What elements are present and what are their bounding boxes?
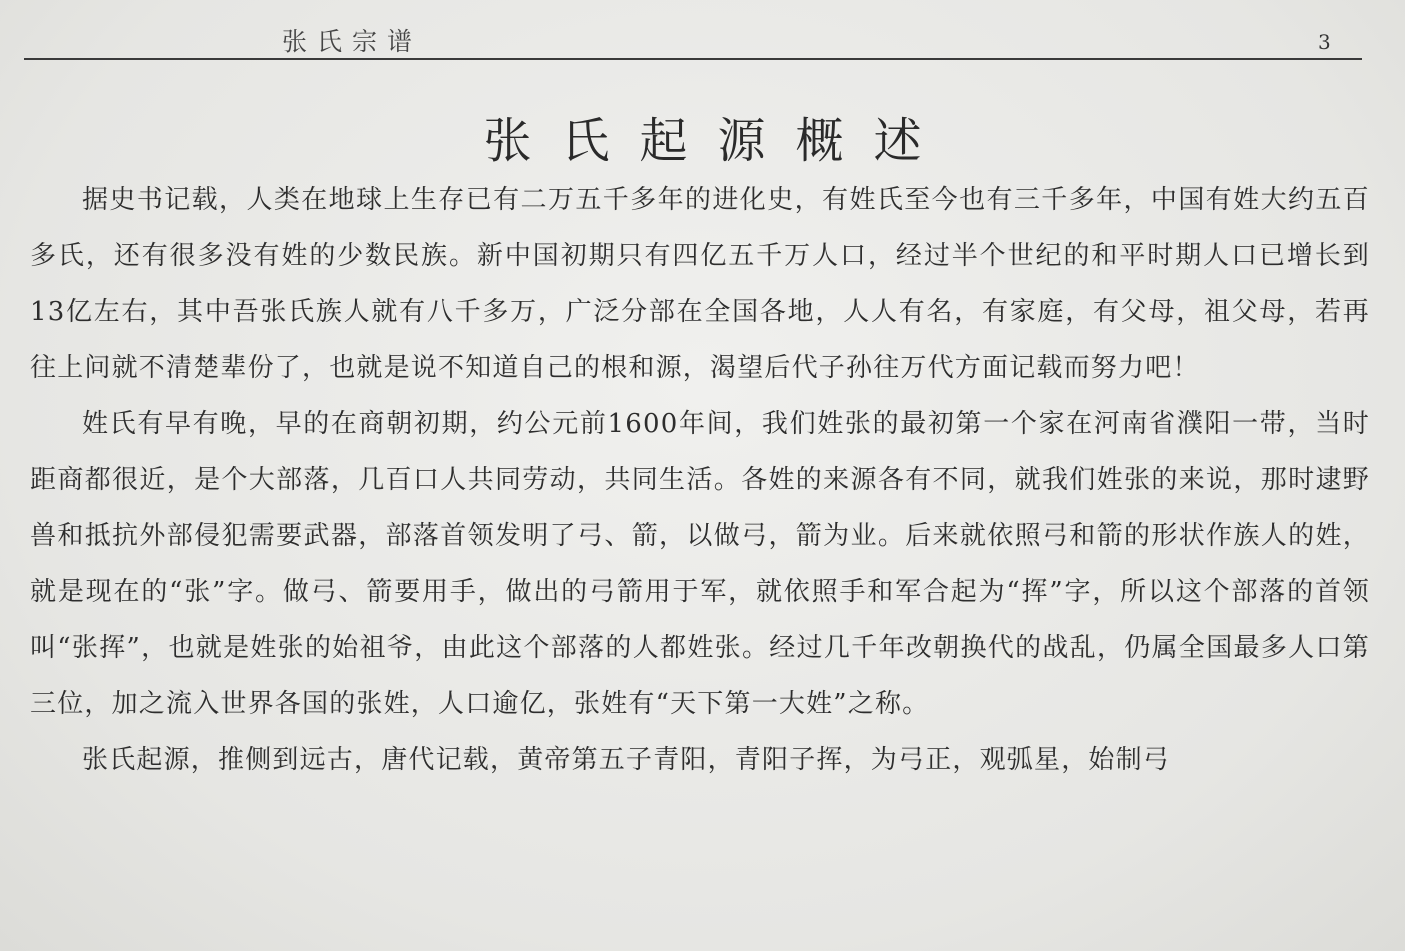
running-title: 张氏宗谱: [282, 27, 423, 56]
header-rule: [24, 58, 1362, 60]
paragraph-1: 据史书记载，人类在地球上生存已有二万五千多年的进化史，有姓氏至今也有三千多年，中国有姓大约五百多氏，还有很多没有姓的少数民族。新中国初期只有四亿五千万人口，经过半个世纪的和平时期人口已增长到13亿左右，其中吾张氏族人就有八千多万，广泛分部在全国各地，人人有名，有家庭，有父母，祖父母，若再往上问就不清楚辈份了，也就是说不知道自己的根和源，渴望后代子孙往万代方面记载而努力吧！: [30, 185, 1370, 383]
paragraph-2: 姓氏有早有晚，早的在商朝初期，约公元前1600年间，我们姓张的最初第一个家在河南省濮阳一带，当时距商都很近，是个大部落，几百口人共同劳动，共同生活。各姓的来源各有不同，就我们姓张的来说，那时逮野兽和抵抗外部侵犯需要武器，部落首领发明了弓、箭，以做弓，箭为业。后来就依照弓和箭的形状作族人的姓，就是现在的“张”字。做弓、箭要用手，做出的弓箭用于军，就依照手和军合起为“挥”字，所以这个部落的首领叫“张挥”，也就是姓张的始祖爷，由此这个部落的人都姓张。经过几千年改朝换代的战乱，仍属全国最多人口第三位，加之流入世界各国的张姓，人口逾亿，张姓有“天下第一大姓”之称。: [30, 409, 1370, 719]
chapter-title: 张氏起源概述: [483, 113, 952, 170]
paragraph-3: 张氏起源，推侧到远古，唐代记载，黄帝第五子青阳，青阳子挥，为弓正，观弧星，始制弓: [82, 745, 1171, 775]
page-header: [0, 0, 1405, 64]
page-number: 3: [1318, 30, 1331, 54]
body-text: [30, 172, 1370, 788]
